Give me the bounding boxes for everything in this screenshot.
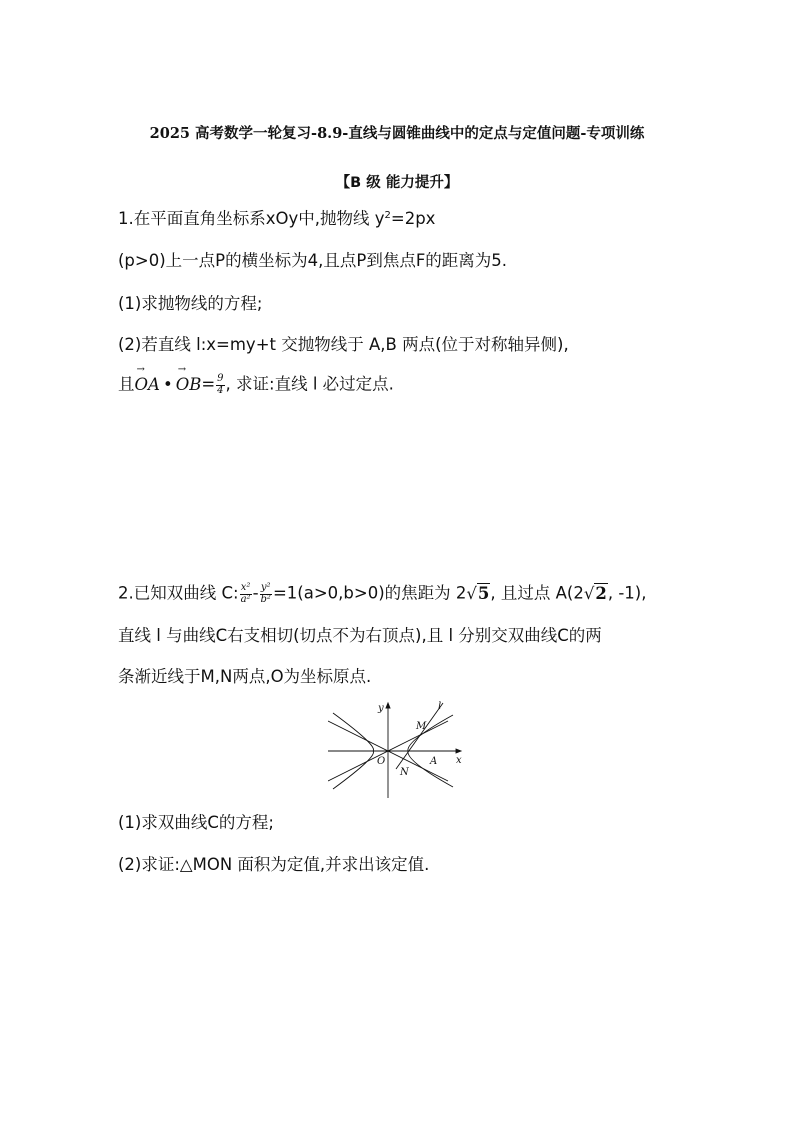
fraction-denominator: 4 xyxy=(217,384,224,396)
y-axis-arrow xyxy=(386,703,390,708)
label-y: y xyxy=(378,703,384,714)
problem2-part2: (2)求证:△MON 面积为定值,并求出该定值. xyxy=(118,855,430,874)
problem1-part2: (2)若直线 l:x=my+t 交抛物线于 A,B 两点(位于对称轴异侧), xyxy=(118,335,569,354)
problem1-part2-condition xyxy=(118,374,394,396)
fraction-x2-a2 xyxy=(240,583,252,605)
dot-operator: • xyxy=(162,374,173,394)
sqrt-five xyxy=(466,584,490,604)
problem2-stem-line3: 条渐近线于M,N两点,O为坐标原点. xyxy=(118,667,372,686)
label-point-a: A xyxy=(430,756,438,767)
document-title: 2025 高考数学一轮复习-8.9-直线与圆锥曲线中的定点与定值问题-专项训练 xyxy=(149,125,645,142)
radicand: 2 xyxy=(595,583,607,603)
equals-sign: = xyxy=(201,374,216,394)
radical-sign: √ xyxy=(466,583,477,603)
fraction-numerator: 9 xyxy=(217,373,224,384)
problem2-stem-end: , -1), xyxy=(607,583,647,603)
radicand: 5 xyxy=(477,583,490,603)
problem1-stem-line2: (p>0)上一点P的横坐标为4,且点P到焦点F的距离为5. xyxy=(118,251,508,270)
label-point-n: N xyxy=(400,767,409,778)
problem2-stem-prefix: 2.已知双曲线 C: xyxy=(118,583,239,603)
label-x: x xyxy=(456,755,462,766)
fraction-denominator: a² xyxy=(240,593,251,605)
label-line-l: l xyxy=(438,701,442,712)
section-level-label: 【B 级 能力提升】 xyxy=(335,175,459,191)
vector-oa: → OA xyxy=(135,375,160,395)
problem1-stem-eq: =2px xyxy=(390,209,436,228)
label-origin: O xyxy=(377,756,386,767)
x-axis-arrow xyxy=(456,749,461,753)
sqrt-two xyxy=(584,584,608,604)
minus-sign: - xyxy=(252,583,259,603)
problem2-stem-line1 xyxy=(118,583,646,605)
text-suffix: , 求证:直线 l 必过定点. xyxy=(225,374,394,394)
problem2-stem-mid2: , 且过点 A(2 xyxy=(490,583,584,603)
problem1-stem-line1 xyxy=(118,211,435,228)
exponent: 2 xyxy=(384,210,391,221)
text-prefix: 且 xyxy=(118,374,135,394)
hyperbola-figure xyxy=(328,701,468,801)
fraction-y2-b2 xyxy=(260,583,272,605)
fraction-numerator: y² xyxy=(260,582,271,593)
problem1-part1: (1)求抛物线的方程; xyxy=(118,294,263,313)
fraction-nine-fourths xyxy=(216,374,224,396)
problem2-stem-mid: =1(a>0,b>0)的焦距为 2 xyxy=(272,583,467,603)
radical-sign: √ xyxy=(583,583,595,603)
problem1-stem-text: 1.在平面直角坐标系xOy中,抛物线 y xyxy=(118,209,385,228)
fraction-denominator: b² xyxy=(260,593,271,605)
fraction-numerator: x² xyxy=(240,582,251,593)
problem2-stem-line2: 直线 l 与曲线C右支相切(切点不为右顶点),且 l 分别交双曲线C的两 xyxy=(118,626,602,645)
problem2-part1: (1)求双曲线C的方程; xyxy=(118,813,274,832)
label-point-m: M xyxy=(416,721,427,732)
vector-ob: → OB xyxy=(176,375,202,395)
